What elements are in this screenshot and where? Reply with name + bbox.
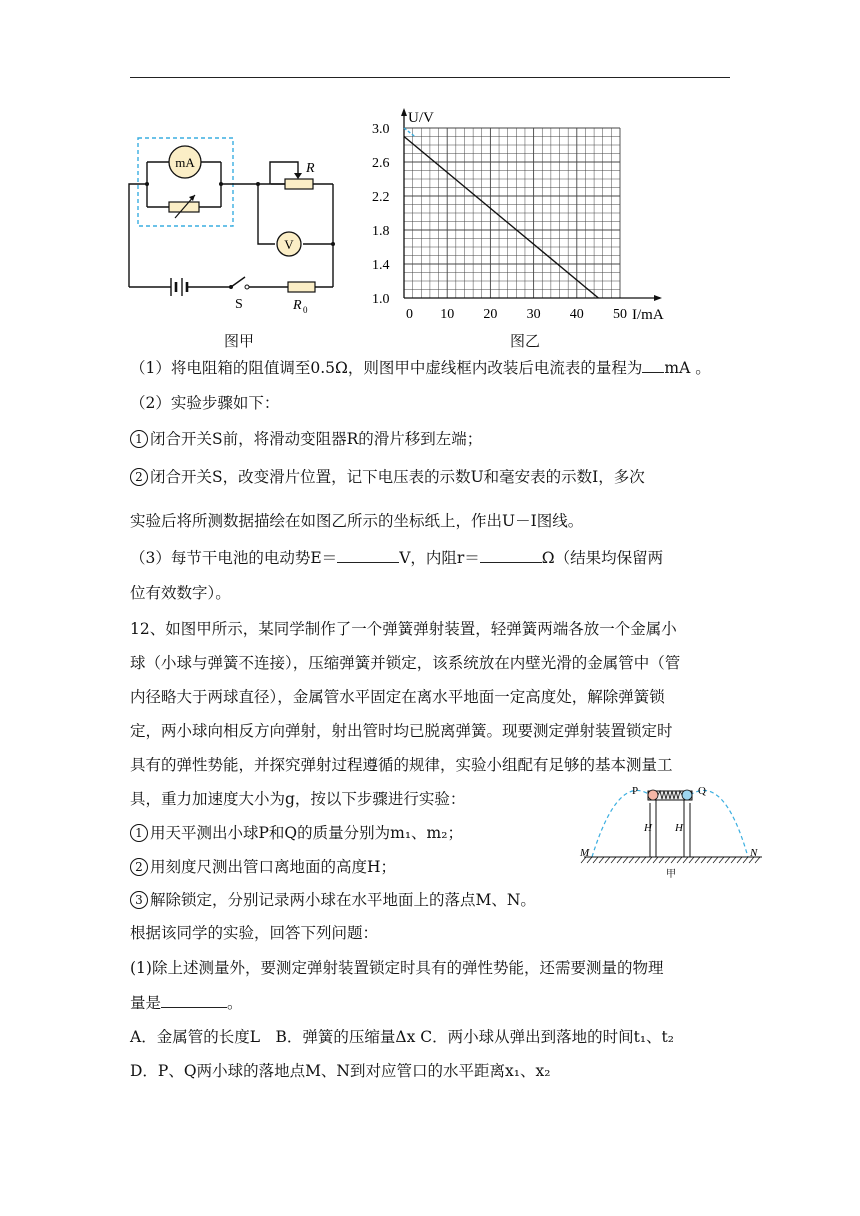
- ground-hatch: [653, 857, 658, 863]
- circuit-caption: 图甲: [224, 332, 255, 350]
- ui-graph: [370, 106, 680, 326]
- ground-hatch: [611, 857, 616, 863]
- p12-line-3: 内径略大于两球直径），金属管水平固定在离水平地面一定高度处，解除弹簧锁: [130, 688, 665, 706]
- sub1-end: 。: [227, 994, 243, 1012]
- graph-caption: 图乙: [510, 332, 541, 350]
- ground-hatch: [689, 857, 694, 863]
- label-p: P: [632, 785, 639, 797]
- q3-text-b: V，内阻r＝: [399, 549, 480, 567]
- y-tick-label: 3.0: [372, 122, 390, 137]
- ground-hatch: [647, 857, 652, 863]
- step-2-cont: 实验后将所测数据描绘在如图乙所示的坐标纸上，作出U－I图线。: [130, 512, 584, 530]
- p12-line-5: 具有的弹性势能，并探究弹射过程遵循的规律，实验小组配有足够的基本测量工: [130, 756, 673, 774]
- p12-step-3-text: 解除锁定，分别记录两小球在水平地面上的落点M、N。: [150, 891, 536, 909]
- q3-text-a: （3）每节干电池的电动势E＝: [130, 549, 338, 567]
- r0-subscript: 0: [303, 305, 308, 315]
- x-tick-label: 20: [483, 307, 498, 322]
- circle-number-1b: 1: [130, 824, 148, 842]
- ground-hatch: [695, 857, 700, 863]
- ground-hatch: [593, 857, 598, 863]
- p12-line-2: 球（小球与弹簧不连接），压缩弹簧并锁定，该系统放在内壁光滑的金属管中（管: [130, 654, 681, 672]
- step-1: [130, 428, 482, 450]
- sub-question-1-cont: [130, 992, 243, 1014]
- label-m: M: [580, 847, 590, 859]
- p12-step-1-text: 用天平测出小球P和Q的质量分别为m₁、m₂；: [150, 824, 463, 842]
- p12-line-1: 12、如图甲所示，某同学制作了一个弹簧弹射装置，轻弹簧两端各放一个金属小: [130, 620, 677, 638]
- question-1: [130, 357, 711, 379]
- switch-label: S: [235, 297, 243, 312]
- ground-hatch: [659, 857, 664, 863]
- extrapolated-line: [404, 128, 415, 137]
- ground-hatch: [671, 857, 676, 863]
- y-tick-label: 1.4: [372, 258, 390, 273]
- ground-hatch: [713, 857, 718, 863]
- ground-hatch: [743, 857, 748, 863]
- circle-number-1: 1: [130, 430, 148, 448]
- header-rule: [130, 77, 730, 78]
- label-n: N: [750, 847, 758, 859]
- q1-unit: mA 。: [664, 359, 711, 377]
- option-abc: A．金属管的长度L B．弹簧的压缩量Δx C．两小球从弹出到落地的时间t₁、t₂: [130, 1028, 674, 1046]
- ground-hatch: [725, 857, 730, 863]
- spring-launcher-diagram: [578, 783, 768, 883]
- ground-hatch: [683, 857, 688, 863]
- y-tick-label: 2.2: [372, 190, 390, 205]
- p12-line-6: 具，重力加速度大小为g，按以下步骤进行实验：: [130, 790, 466, 808]
- p12-step-3: [130, 889, 536, 911]
- ground-hatch: [731, 857, 736, 863]
- x-tick-label: 40: [569, 307, 584, 322]
- circle-number-3b: 3: [130, 891, 148, 909]
- ground-hatch: [605, 857, 610, 863]
- p12-step-2: [130, 856, 396, 878]
- ground-hatch: [707, 857, 712, 863]
- p12-step-1: [130, 822, 463, 844]
- ui-line: [404, 137, 598, 299]
- question-2: （2）实验步骤如下：: [130, 394, 280, 412]
- p12-step-2-text: 用刻度尺测出管口离地面的高度H；: [150, 858, 397, 876]
- y-tick-label: 1.8: [372, 224, 390, 239]
- x-tick-label: 10: [440, 307, 455, 322]
- step-2-text: 闭合开关S，改变滑片位置，记下电压表的示数U和毫安表的示数I，多次: [150, 468, 645, 486]
- label-q: Q: [698, 785, 706, 797]
- ground-hatch: [665, 857, 670, 863]
- ground-hatch: [617, 857, 622, 863]
- step-1-text: 闭合开关S前，将滑动变阻器R的滑片移到左端；: [150, 430, 483, 448]
- ground-hatch: [635, 857, 640, 863]
- label-h-left: H: [644, 822, 652, 834]
- ground-hatch: [623, 857, 628, 863]
- ma-meter-label: mA: [175, 155, 195, 170]
- question-3: [130, 547, 663, 569]
- answer-blank-1[interactable]: [642, 357, 664, 373]
- ground-hatch: [599, 857, 604, 863]
- answer-blank-choice[interactable]: [161, 992, 227, 1008]
- ask-line: 根据该同学的实验，回答下列问题：: [130, 924, 379, 942]
- spring-caption: 甲: [666, 869, 676, 880]
- ground-hatch: [719, 857, 724, 863]
- q1-text: （1）将电阻箱的阻值调至0.5Ω，则图甲中虚线框内改装后电流表的量程为: [130, 359, 643, 377]
- x-tick-label: 0: [406, 307, 413, 322]
- ground-hatch: [701, 857, 706, 863]
- sub-question-1: (1)除上述测量外，要测定弹射装置锁定时具有的弹性势能，还需要测量的物理: [130, 959, 664, 977]
- circuit-diagram: [125, 132, 355, 322]
- circle-number-2: 2: [130, 468, 148, 486]
- p12-line-4: 定，两小球向相反方向弹射，射出管时均已脱离弹簧。现要测定弹射装置锁定时: [130, 722, 673, 740]
- ground-hatch: [641, 857, 646, 863]
- y-tick-label: 2.6: [372, 156, 390, 171]
- sub1-text: 量是: [130, 994, 162, 1012]
- q3-text-c: Ω（结果均保留两: [541, 549, 664, 567]
- graph-ylabel: U/V: [408, 110, 434, 126]
- y-axis-arrow: [401, 108, 407, 116]
- x-tick-label: 50: [613, 307, 627, 322]
- x-tick-label: 30: [526, 307, 541, 322]
- question-3-cont: 位有效数字）。: [130, 584, 231, 602]
- option-d: D．P、Q两小球的落地点M、N到对应管口的水平距离x₁、x₂: [130, 1062, 551, 1080]
- label-h-right: H: [675, 822, 683, 834]
- x-axis-arrow: [654, 295, 662, 301]
- r0-label: R: [293, 298, 302, 313]
- graph-xlabel: I/mA: [632, 307, 664, 323]
- circle-number-2b: 2: [130, 858, 148, 876]
- ground-hatch: [677, 857, 682, 863]
- answer-blank-resistance[interactable]: [480, 547, 542, 563]
- y-tick-label: 1.0: [372, 292, 390, 307]
- voltmeter-label: V: [284, 237, 294, 252]
- ground-hatch: [629, 857, 634, 863]
- step-2: [130, 466, 645, 488]
- ground-hatch: [737, 857, 742, 863]
- rheostat-label: R: [306, 161, 315, 176]
- answer-blank-emf[interactable]: [337, 547, 399, 563]
